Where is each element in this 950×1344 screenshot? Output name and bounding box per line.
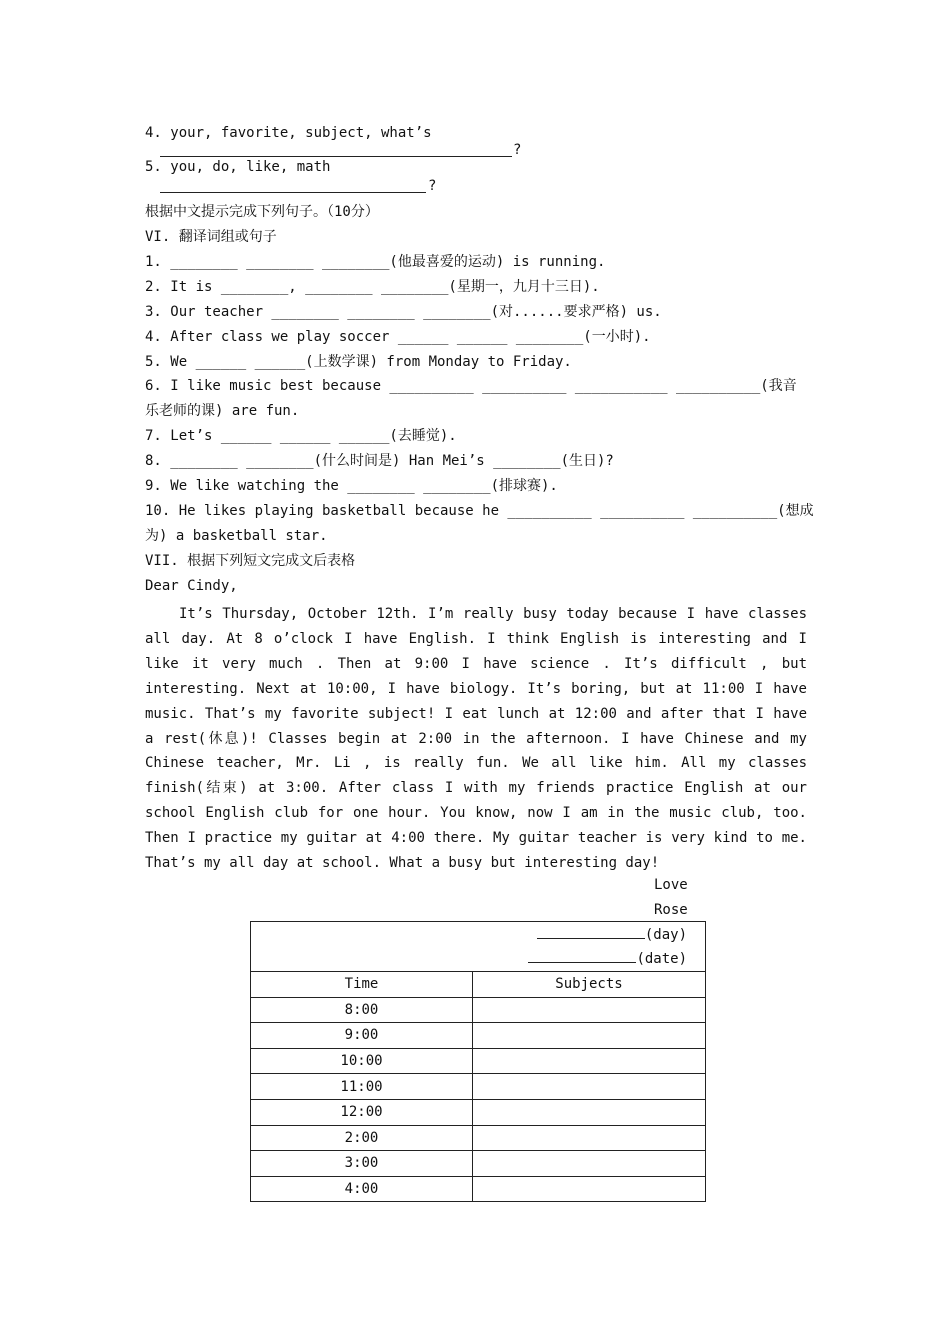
translate-line-5: 5. We ______ ______(上数学课) from Monday to Friday. <box>145 354 572 370</box>
subject-cell[interactable] <box>473 1048 706 1074</box>
table-header-cell <box>251 922 706 972</box>
question-5-words: 5. you, do, like, math <box>145 159 331 175</box>
subject-cell[interactable] <box>473 997 706 1023</box>
translate-line-6: 6. I like music best because __________ __________ ___________ __________(我音 <box>145 378 797 394</box>
subject-cell[interactable] <box>473 1151 706 1177</box>
letter-closing: Love <box>654 877 688 893</box>
translate-line-10: 10. He likes playing basketball because he __________ __________ __________(想成 <box>145 503 814 519</box>
time-cell: 10:00 <box>251 1048 473 1074</box>
translate-line-10-cont: 为) a basketball star. <box>145 528 328 544</box>
subject-cell[interactable] <box>473 1074 706 1100</box>
column-header-subjects: Subjects <box>473 972 706 998</box>
letter-greeting: Dear Cindy, <box>145 578 238 594</box>
time-cell: 12:00 <box>251 1099 473 1125</box>
translate-line-3: 3. Our teacher ________ ________ ________(对......要求严格) us. <box>145 304 662 320</box>
time-cell: 3:00 <box>251 1151 473 1177</box>
day-label: (day) <box>644 926 688 943</box>
subject-cell[interactable] <box>473 1099 706 1125</box>
question-mark-5: ? <box>428 178 437 194</box>
time-cell: 2:00 <box>251 1125 473 1151</box>
date-label: (date) <box>636 950 688 967</box>
translate-line-1: 1. ________ ________ ________(他最喜爱的运动) is running. <box>145 254 606 270</box>
section-vi-title: VI. 翻译词组或句子 <box>145 229 277 245</box>
translate-line-6-cont: 乐老师的课) are fun. <box>145 403 300 419</box>
answer-blank-4[interactable] <box>160 156 512 157</box>
translate-line-9: 9. We like watching the ________ ________(排球赛). <box>145 478 558 494</box>
subject-cell[interactable] <box>473 1176 706 1202</box>
letter-signature: Rose <box>654 902 688 918</box>
answer-blank-5[interactable] <box>160 192 426 193</box>
translate-line-4: 4. After class we play soccer ______ ______ ________(一小时). <box>145 329 651 345</box>
date-blank[interactable] <box>528 950 636 963</box>
time-cell: 4:00 <box>251 1176 473 1202</box>
schedule-table <box>250 921 706 1202</box>
time-cell: 11:00 <box>251 1074 473 1100</box>
letter-body <box>145 602 807 876</box>
translate-line-7: 7. Let’s ______ ______ ______(去睡觉). <box>145 428 457 444</box>
question-4-words: 4. your, favorite, subject, what’s <box>145 125 432 141</box>
day-blank[interactable] <box>537 926 645 939</box>
letter-body-text: It’s Thursday, October 12th. I’m really busy today because I have classes all day. At 8 o’clock I have English. I think English is interesting and I like it very much . Then at 9:00 I have science . It’s difficult , but interesting. Next at 10:00, I have biology. It’s boring, but at 11:00 I have music. That’s my favorite subject! I eat lunch at 12:00 and after that I have a rest(休息)! Classes begin at 2:00 in the afternoon. I have Chinese and my Chinese teacher, Mr. Li , is really fun. We all like him. All my classes finish(结束) at 3:00. After class I with my friends practice English at our school English club for one hour. You know, now I am in the music club, too. Then I practice my guitar at 4:00 there. My guitar teacher is very kind to me. That’s my all day at school. What a busy but interesting day! <box>145 606 807 872</box>
section-vii-title: VII. 根据下列短文完成文后表格 <box>145 553 356 569</box>
question-mark-4: ? <box>513 142 522 158</box>
translate-line-8: 8. ________ ________(什么时间是) Han Mei’s ________(生日)? <box>145 453 614 469</box>
time-cell: 8:00 <box>251 997 473 1023</box>
subject-cell[interactable] <box>473 1023 706 1049</box>
time-cell: 9:00 <box>251 1023 473 1049</box>
translate-instructions: 根据中文提示完成下列句子。（10分） <box>145 204 379 220</box>
translate-line-2: 2. It is ________, ________ ________(星期一，九月十三日). <box>145 279 600 295</box>
column-header-time: Time <box>251 972 473 998</box>
subject-cell[interactable] <box>473 1125 706 1151</box>
